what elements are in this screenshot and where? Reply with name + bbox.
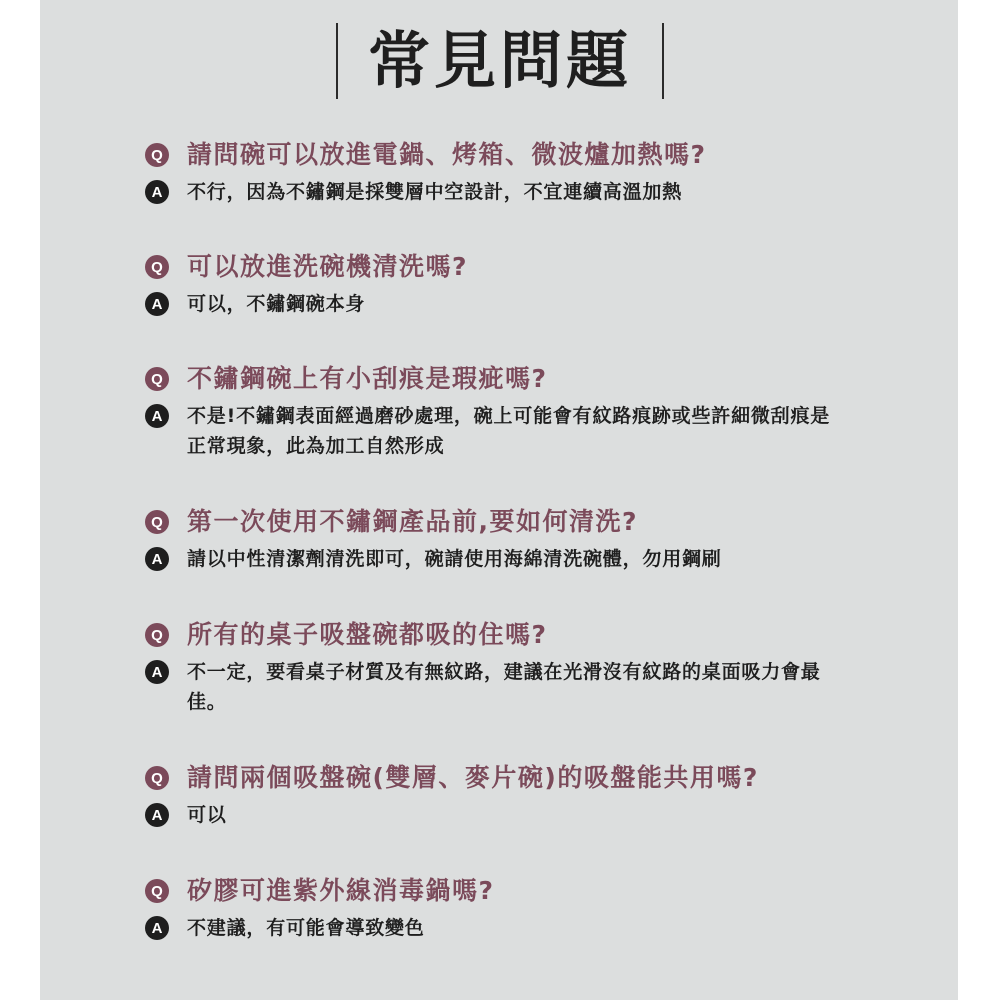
faq-question-row	[145, 618, 945, 652]
faq-question-row	[145, 138, 945, 172]
faq-answer: 不行，因為不鏽鋼是採雙層中空設計，不宜連續高溫加熱	[187, 181, 683, 203]
answer-badge-icon: A	[145, 404, 169, 428]
faq-question: 不鏽鋼碗上有小刮痕是瑕疵嗎?	[187, 364, 548, 393]
page-title: 常見問題	[367, 24, 632, 97]
faq-item-4	[145, 505, 945, 574]
answer-badge-icon: A	[145, 292, 169, 316]
faq-answer-row	[145, 800, 945, 830]
faq-question: 第一次使用不鏽鋼產品前,要如何清洗?	[187, 507, 639, 536]
faq-answer: 可以	[187, 804, 227, 826]
faq-question: 請問兩個吸盤碗(雙層、麥片碗)的吸盤能共用嗎?	[187, 763, 759, 792]
faq-question-row	[145, 761, 945, 795]
faq-item-1	[145, 138, 945, 207]
faq-item-7	[145, 874, 945, 943]
question-badge-icon: Q	[145, 510, 169, 534]
faq-answer: 不是!不鏽鋼表面經過磨砂處理，碗上可能會有紋路痕跡或些許細微刮痕是正常現象，此為加工自然形成	[187, 405, 831, 457]
faq-answer-row	[145, 544, 945, 574]
faq-question: 請問碗可以放進電鍋、烤箱、微波爐加熱嗎?	[187, 140, 707, 169]
faq-answer-row	[145, 401, 945, 461]
faq-question: 所有的桌子吸盤碗都吸的住嗎?	[187, 620, 548, 649]
faq-answer: 可以，不鏽鋼碗本身	[187, 293, 366, 315]
faq-question-row	[145, 250, 945, 284]
faq-answer: 不建議，有可能會導致變色	[187, 917, 425, 939]
question-badge-icon: Q	[145, 879, 169, 903]
answer-badge-icon: A	[145, 803, 169, 827]
faq-item-6	[145, 761, 945, 830]
faq-answer-row	[145, 289, 945, 319]
faq-question-row	[145, 505, 945, 539]
page-header	[0, 22, 1000, 100]
faq-question: 可以放進洗碗機清洗嗎?	[187, 252, 469, 281]
question-badge-icon: Q	[145, 143, 169, 167]
answer-badge-icon: A	[145, 547, 169, 571]
answer-badge-icon: A	[145, 660, 169, 684]
question-badge-icon: Q	[145, 255, 169, 279]
question-badge-icon: Q	[145, 623, 169, 647]
faq-answer: 請以中性清潔劑清洗即可，碗請使用海綿清洗碗體，勿用鋼刷	[187, 548, 722, 570]
faq-answer-row	[145, 657, 945, 717]
faq-answer: 不一定，要看桌子材質及有無紋路，建議在光滑沒有紋路的桌面吸力會最佳。	[187, 661, 821, 713]
faq-question-row	[145, 874, 945, 908]
faq-answer-row	[145, 913, 945, 943]
answer-badge-icon: A	[145, 180, 169, 204]
faq-question-row	[145, 362, 945, 396]
question-badge-icon: Q	[145, 766, 169, 790]
faq-item-5	[145, 618, 945, 717]
faq-question: 矽膠可進紫外線消毒鍋嗎?	[187, 876, 495, 905]
faq-item-3	[145, 362, 945, 461]
answer-badge-icon: A	[145, 916, 169, 940]
title-right-divider	[662, 23, 664, 99]
question-badge-icon: Q	[145, 367, 169, 391]
faq-item-2	[145, 250, 945, 319]
faq-answer-row	[145, 177, 945, 207]
